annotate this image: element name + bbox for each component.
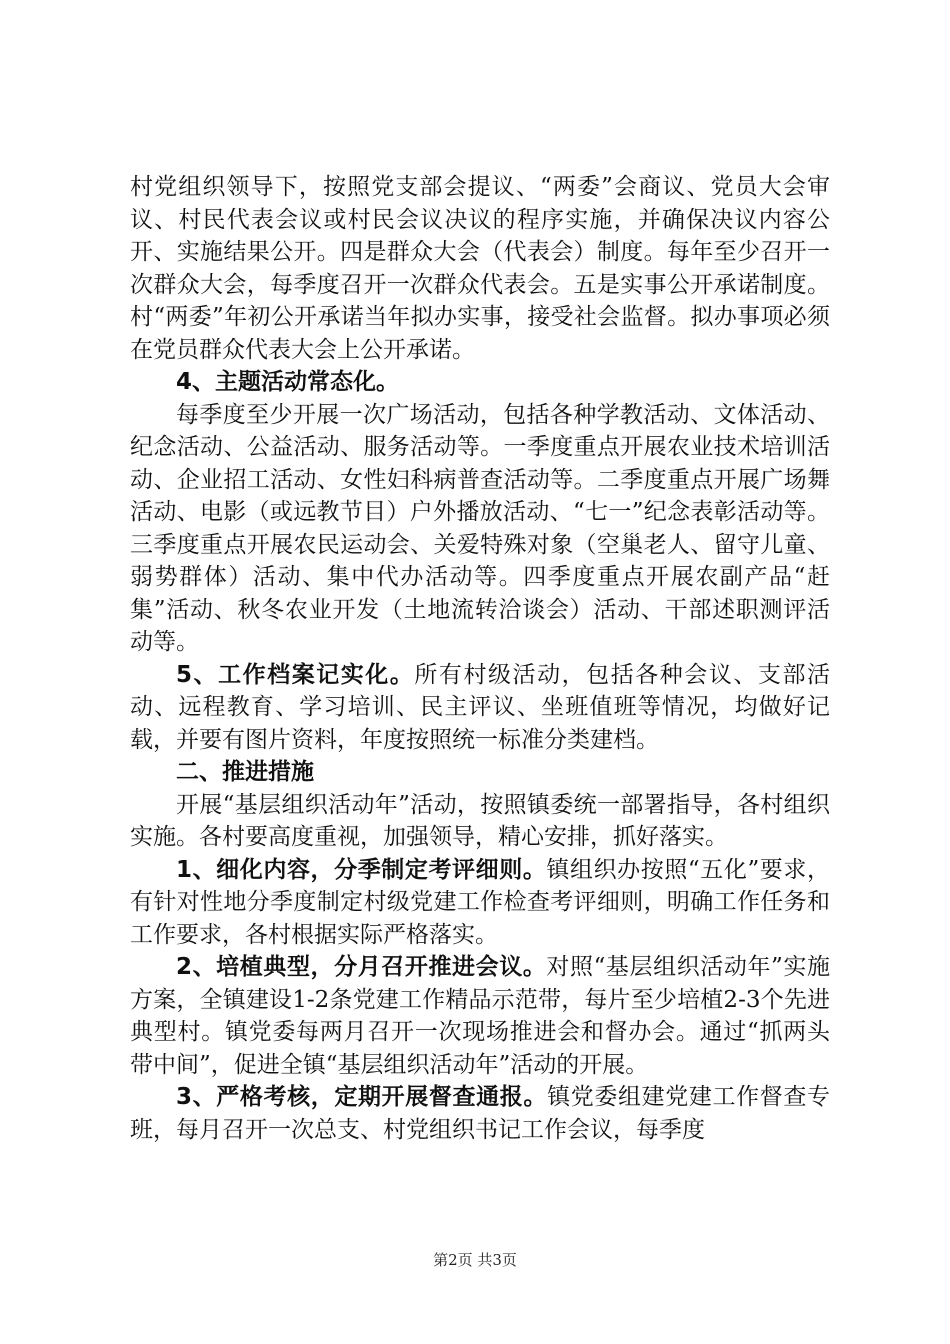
paragraph-lead: 5、工作档案记实化。: [176, 661, 415, 688]
paragraph-text: 所有村级活动，包括各种会议、支部活动、远程教育、学习培训、民主评议、坐班值班等情况，均做好记载，并要有图片资料，年度按照统一标准分类建档。: [130, 661, 830, 753]
paragraph-measure-3: [130, 1081, 830, 1146]
paragraph-lead: 1、细化内容，分季制定考评细则。: [176, 856, 547, 883]
paragraph-measure-2: [130, 951, 830, 1081]
paragraph-measures-intro: 开展“基层组织活动年”活动，按照镇委统一部署指导，各村组织实施。各村要高度重视，加强领导，精心安排，抓好落实。: [130, 791, 830, 850]
paragraph-continuation: 村党组织领导下，按照党支部会提议、“两委”会商议、党员大会审议、村民代表会议或村民会议决议的程序实施，并确保决议内容公开、实施结果公开。四是群众大会（代表会）制度。每年至少召开一次群众大会，每季度召开一次群众代表会。五是实事公开承诺制度。村“两委”年初公开承诺当年拟办实事，接受社会监督。拟办事项必须在党员群众代表大会上公开承诺。: [130, 174, 830, 363]
section-heading-4: 4、主题活动常态化。: [176, 369, 400, 395]
paragraph-lead: 3、严格考核，定期开展督查通报。: [176, 1084, 548, 1110]
paragraph-lead: 2、培植典型，分月召开推进会议。: [176, 954, 547, 980]
section-heading-measures: 二、推进措施: [176, 759, 314, 785]
paragraph-text: 镇党委组建党建工作督查专班，每月召开一次总支、村党组织书记工作会议，每季度: [130, 1084, 830, 1143]
paragraph-measure-1: [130, 854, 830, 952]
paragraph-archives: [130, 659, 830, 757]
paragraph-text: 镇组织办按照“五化”要求，有针对性地分季度制定村级党建工作检查考评细则，明确工作任务和工作要求，各村根据实际严格落实。: [130, 856, 830, 948]
paragraph-text: 对照“基层组织活动年”实施方案，全镇建设1-2条党建工作精品示范带，每片至少培植2-3个先进典型村。镇党委每两月召开一次现场推进会和督办会。通过“抓两头带中间”，促进全镇“基层组织活动年”活动的开展。: [130, 954, 830, 1078]
paragraph-activities: 每季度至少开展一次广场活动，包括各种学教活动、文体活动、纪念活动、公益活动、服务活动等。一季度重点开展农业技术培训活动、企业招工活动、女性妇科病普查活动等。二季度重点开展广场舞活动、电影（或远教节目）户外播放活动、“七一”纪念表彰活动等。三季度重点开展农民运动会、关爱特殊对象（空巢老人、留守儿童、弱势群体）活动、集中代办活动等。四季度重点开展农副产品“赶集”活动、秋冬农业开发（土地流转洽谈会）活动、干部述职测评活动等。: [130, 401, 830, 655]
page-footer: [0, 1249, 950, 1270]
page-number: 第2页 共3页: [433, 1251, 517, 1269]
document-body: [130, 171, 830, 1146]
